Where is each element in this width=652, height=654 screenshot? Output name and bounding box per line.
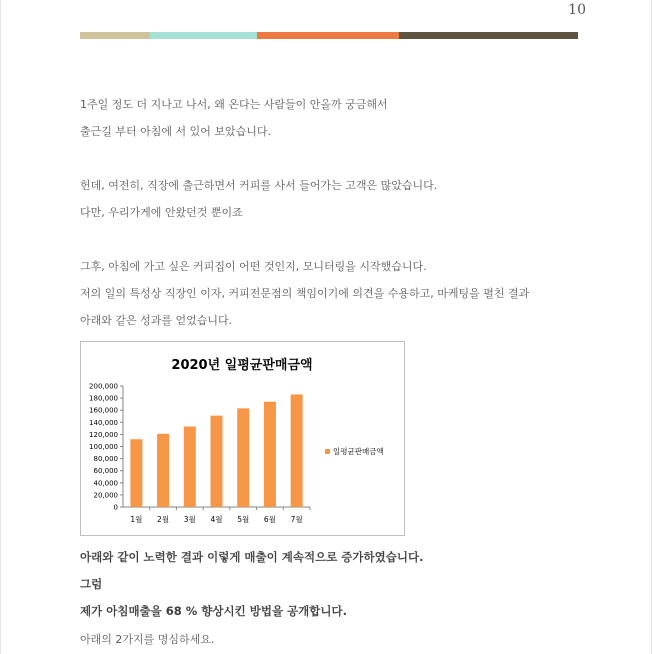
bar-4 [211, 416, 223, 507]
body-line-1: 1주일 정도 더 지나고 나서, 왜 온다는 사람들이 안올까 궁금해서 [80, 98, 388, 111]
bar-3 [184, 427, 196, 507]
bar-7 [291, 394, 303, 507]
color-bar-segment-3 [257, 32, 399, 39]
y-tick-label: 100,000 [89, 443, 118, 451]
header-color-bar [80, 32, 578, 39]
x-tick-label: 4월 [210, 515, 223, 524]
color-bar-segment-1 [80, 32, 150, 39]
x-tick-label: 5월 [237, 515, 250, 524]
y-tick-label: 0 [113, 503, 118, 512]
sales-chart [80, 341, 405, 536]
x-tick-label: 6월 [263, 515, 276, 524]
page-edge-left [0, 0, 1, 654]
then-line: 그럼 [80, 577, 103, 591]
y-tick-label: 180,000 [89, 394, 118, 403]
color-bar-segment-2 [150, 32, 257, 39]
x-tick-label: 7월 [290, 515, 303, 524]
x-tick-label: 3월 [183, 515, 196, 524]
result-line: 아래와 같이 노력한 결과 이렇게 매출이 계속적으로 증가하였습니다. [80, 550, 424, 564]
x-tick-label: 2월 [157, 515, 170, 524]
bar-1 [130, 439, 142, 507]
y-tick-label: 20,000 [93, 491, 118, 500]
x-tick-label: 1월 [130, 515, 143, 524]
bar-5 [237, 408, 249, 507]
y-tick-label: 60,000 [93, 467, 118, 476]
remember-line: 아래의 2가지를 명심하세요. [80, 633, 215, 646]
chart-title: 2020년 일평균판매금액 [171, 358, 313, 373]
y-tick-label: 160,000 [89, 406, 118, 415]
bar-6 [264, 402, 276, 507]
body-line-7: 아래와 같은 성과를 얻었습니다. [80, 314, 233, 327]
y-tick-label: 120,000 [89, 430, 118, 439]
body-line-6: 저의 일의 특성상 직장인 이자, 커피전문점의 책임이기에 의견을 수용하고, 마케팅을 펼친 결과 [80, 287, 530, 300]
y-tick-label: 80,000 [93, 455, 118, 464]
method-line: 제가 아침매출을 68 % 향상시킨 방법을 공개합니다. [80, 604, 347, 618]
page-number: 10 [568, 2, 586, 18]
body-line-3: 헌데, 여전히, 직장에 출근하면서 커피를 사서 들어가는 고객은 많았습니다. [80, 179, 438, 192]
body-line-5: 그후, 아침에 가고 싶은 커피집이 어떤 것인지, 모니터링을 시작했습니다. [80, 260, 427, 273]
y-tick-label: 200,000 [89, 382, 118, 391]
legend-swatch [325, 449, 330, 454]
y-tick-label: 40,000 [93, 479, 118, 488]
color-bar-segment-4 [399, 32, 578, 39]
bar-2 [157, 434, 169, 507]
y-tick-label: 140,000 [89, 418, 118, 427]
sales-chart-svg [81, 342, 404, 535]
body-line-4: 다만, 우리가게에 안왔던것 뿐이죠 [80, 206, 243, 219]
body-line-2: 출근길 부터 아침에 서 있어 보았습니다. [80, 125, 271, 138]
legend-label: 일평균판매금액 [333, 447, 384, 456]
